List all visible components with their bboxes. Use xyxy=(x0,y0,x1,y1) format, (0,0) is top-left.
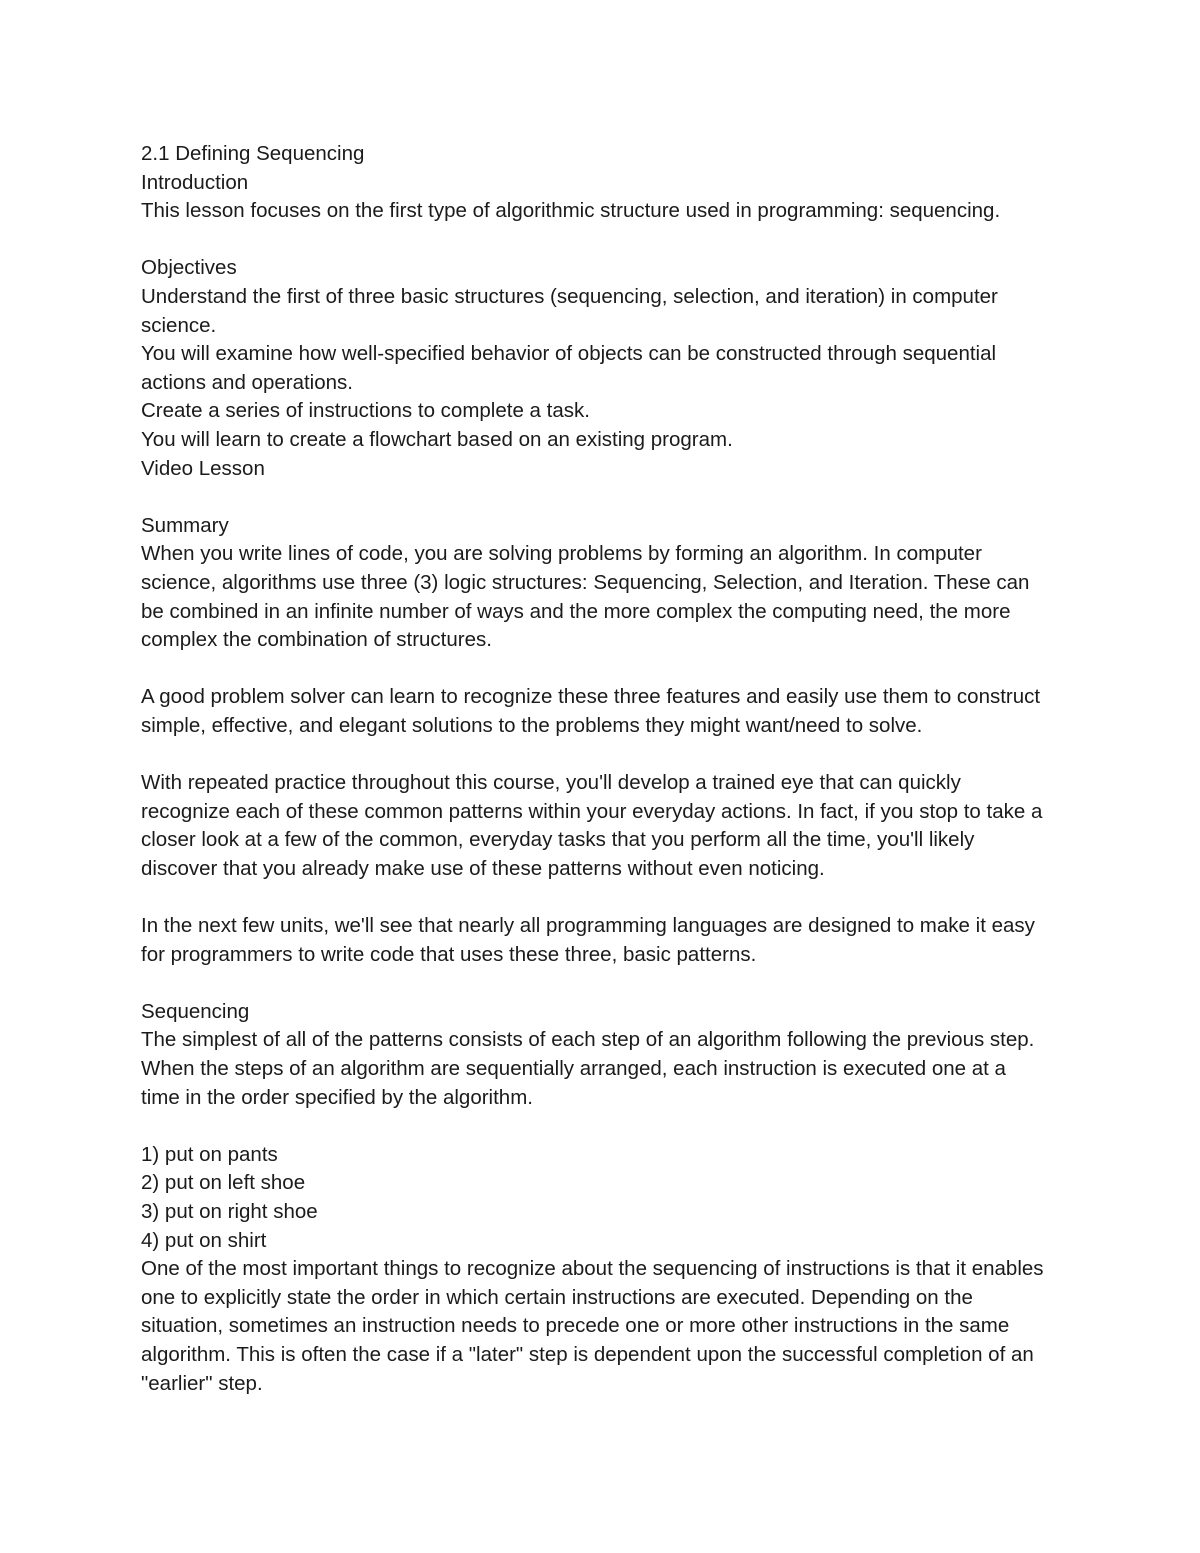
sequencing-text: The simplest of all of the patterns consists of each step of an algorithm following the previous step. When the steps of an algorithm are sequentially arranged, each instruction is executed one at a time in the order specified by the algorithm. xyxy=(141,1028,1035,1109)
spacer xyxy=(141,1112,1071,1141)
objective-item: You will examine how well-specified behavior of objects can be constructed through sequential actions and operations. xyxy=(141,342,997,394)
spacer xyxy=(141,483,1071,512)
summary-heading: Summary xyxy=(141,513,229,537)
objective-item: Understand the first of three basic structures (sequencing, selection, and iteration) in computer science. xyxy=(141,284,998,337)
step-item: 3) put on right shoe xyxy=(141,1199,318,1223)
objectives-heading: Objectives xyxy=(141,256,237,280)
spacer xyxy=(141,969,1071,998)
step-item: 4) put on shirt xyxy=(141,1228,267,1252)
spacer xyxy=(141,226,1071,255)
spacer xyxy=(141,655,1071,684)
summary-paragraph: When you write lines of code, you are solving problems by forming an algorithm. In computer science, algorithms use three (3) logic structures: Sequencing, Selection, and Iteration. These can be combined in an infinite number of ways and the more complex the computing need, the more complex the combination of structures. xyxy=(141,542,1030,652)
introduction-text: This lesson focuses on the first type of algorithmic structure used in programming: sequencing. xyxy=(141,199,1001,223)
step-item: 2) put on left shoe xyxy=(141,1171,306,1195)
summary-paragraph: In the next few units, we'll see that nearly all programming languages are designed to make it easy for programmers to write code that uses these three, basic patterns. xyxy=(141,914,1035,966)
video-lesson-label: Video Lesson xyxy=(141,456,265,480)
spacer xyxy=(141,740,1071,769)
closing-paragraph: One of the most important things to recognize about the sequencing of instructions is that it enables one to explicitly state the order in which certain instructions are executed. Depending on the situation, sometimes an instruction needs to precede one or more other instructions in the same algorithm. This is often the case if a "later" step is dependent upon the successful completion of an "earlier" step. xyxy=(141,1257,1044,1395)
summary-paragraph: With repeated practice throughout this course, you'll develop a trained eye that can quickly recognize each of these common patterns within your everyday actions. In fact, if you stop to take a closer look at a few of the common, everyday tasks that you perform all the time, you'll likely discover that you already make use of these patterns without even noticing. xyxy=(141,771,1043,880)
spacer xyxy=(141,883,1071,912)
objective-item: You will learn to create a flowchart based on an existing program. xyxy=(141,427,733,451)
document-title: 2.1 Defining Sequencing xyxy=(141,142,365,165)
objective-item: Create a series of instructions to complete a task. xyxy=(141,399,590,423)
step-item: 1) put on pants xyxy=(141,1142,278,1166)
sequencing-heading: Sequencing xyxy=(141,999,250,1023)
summary-paragraph: A good problem solver can learn to recognize these three features and easily use them to construct simple, effective, and elegant solutions to the problems they might want/need to solve. xyxy=(141,685,1041,737)
document-body xyxy=(141,140,1071,1398)
introduction-heading: Introduction xyxy=(141,170,249,194)
